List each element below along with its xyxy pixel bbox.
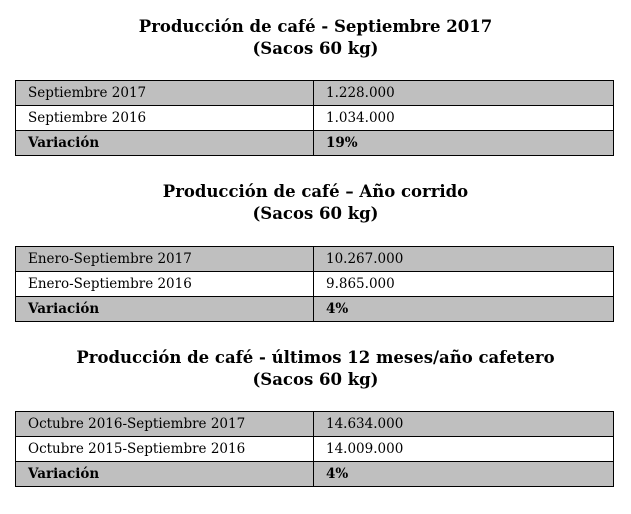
section-3-title-line1: Producción de café - últimos 12 meses/año cafetero	[76, 348, 555, 367]
table-row	[16, 81, 614, 106]
table-row-variation	[16, 131, 614, 156]
table-row	[16, 412, 614, 437]
section-1-title	[0, 16, 631, 60]
table-row-variation	[16, 462, 614, 487]
row-value: 14.009.000	[314, 437, 614, 462]
section-3-table	[15, 411, 614, 487]
table-row	[16, 247, 614, 272]
section-2-title-line1: Producción de café – Año corrido	[162, 182, 469, 201]
table-row	[16, 437, 614, 462]
row-value: 9.865.000	[314, 272, 614, 297]
section-2-title	[0, 181, 631, 225]
row-value: 4%	[314, 297, 614, 322]
row-label: Variación	[16, 462, 314, 487]
row-label: Enero-Septiembre 2017	[16, 247, 314, 272]
row-label: Variación	[16, 131, 314, 156]
row-label: Enero-Septiembre 2016	[16, 272, 314, 297]
section-3-title	[0, 347, 631, 391]
table-row	[16, 272, 614, 297]
table-row	[16, 106, 614, 131]
section-1-title-line2: (Sacos 60 kg)	[252, 39, 379, 58]
table-row-variation	[16, 297, 614, 322]
row-value: 19%	[314, 131, 614, 156]
section-2-table	[15, 246, 614, 322]
row-label: Variación	[16, 297, 314, 322]
row-label: Septiembre 2016	[16, 106, 314, 131]
row-label: Octubre 2016-Septiembre 2017	[16, 412, 314, 437]
row-value: 14.634.000	[314, 412, 614, 437]
row-value: 1.228.000	[314, 81, 614, 106]
row-value: 10.267.000	[314, 247, 614, 272]
row-value: 1.034.000	[314, 106, 614, 131]
section-3-title-line2: (Sacos 60 kg)	[252, 370, 379, 389]
section-1-title-line1: Producción de café - Septiembre 2017	[138, 17, 493, 36]
row-label: Septiembre 2017	[16, 81, 314, 106]
row-label: Octubre 2015-Septiembre 2016	[16, 437, 314, 462]
row-value: 4%	[314, 462, 614, 487]
section-2-title-line2: (Sacos 60 kg)	[252, 204, 379, 223]
section-1-table	[15, 80, 614, 156]
